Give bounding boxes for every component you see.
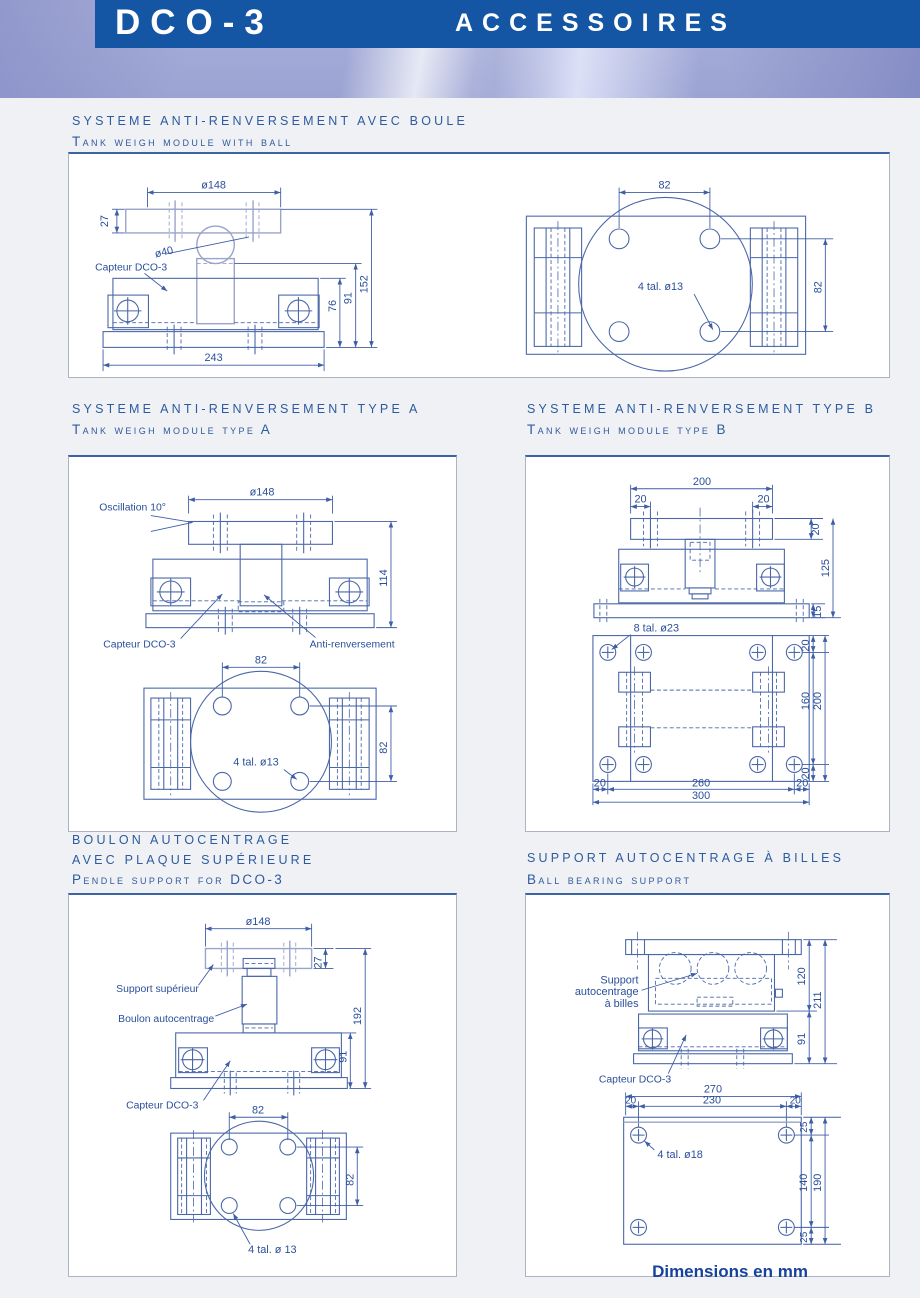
- dimension-label: ø148: [245, 915, 271, 928]
- dimension-label: 82: [378, 741, 391, 754]
- dimension-label: 27: [312, 956, 325, 969]
- holes-label: 4 tal. ø18: [657, 1148, 703, 1161]
- section3a-subtitle: Pendle support for DCO-3: [72, 872, 285, 887]
- dimension-label: 82: [251, 1104, 265, 1117]
- bbs-side-view: [575, 932, 837, 1086]
- dimension-label: 20: [625, 1095, 637, 1107]
- oscillation-label: Oscillation 10°: [99, 502, 166, 514]
- anchor-holes: [631, 1127, 795, 1235]
- page-title: ACCESSOIRES: [455, 9, 736, 37]
- dimension-label: 200: [812, 691, 825, 711]
- dimension-label: ø40: [153, 244, 175, 261]
- section3a-title-line1: BOULON AUTOCENTRAGE: [72, 833, 293, 847]
- dimension-label: 82: [254, 654, 268, 667]
- holes-label: 4 tal. ø13: [637, 281, 684, 294]
- dimension-label: 190: [812, 1173, 825, 1192]
- dimension-label: 91: [342, 292, 355, 305]
- dimension-label: 20: [800, 639, 813, 652]
- dimension-label: 27: [98, 215, 111, 228]
- part-label-support: Support supérieur: [116, 984, 199, 996]
- dimension-label: 20: [593, 777, 606, 790]
- part-label-support: [575, 974, 639, 1010]
- type-b-drawing: [526, 457, 889, 831]
- dimension-label: 20: [810, 523, 823, 536]
- section2a-title: SYSTEME ANTI-RENVERSEMENT TYPE A: [72, 402, 421, 416]
- holes-label: 4 tal. ø 13: [248, 1244, 297, 1257]
- dimension-label: 270: [703, 1083, 723, 1096]
- dimension-label: 15: [812, 605, 825, 618]
- dimension-label: 91: [337, 1050, 350, 1063]
- pendle-support-drawing: [69, 895, 456, 1276]
- type-a-drawing: [69, 457, 456, 831]
- dimension-label: 20: [789, 1095, 801, 1107]
- dimension-label: 300: [691, 790, 711, 803]
- ball-module-drawing: [69, 154, 889, 377]
- section2a-subtitle: Tank weigh module type A: [72, 422, 273, 437]
- section2b-subtitle: Tank weigh module type B: [527, 422, 728, 437]
- dimension-label: 91: [796, 1032, 809, 1045]
- dimension-label: 20: [800, 767, 813, 780]
- ball-top-view: [526, 180, 833, 372]
- svg-text:autocentrage: autocentrage: [574, 986, 639, 999]
- dimension-label: 82: [658, 179, 671, 192]
- type-a-side-view: [99, 487, 397, 651]
- part-label-sensor: Capteur DCO-3: [103, 639, 176, 651]
- dimension-label: 260: [691, 777, 711, 790]
- section3a-title-line2: AVEC PLAQUE SUPÉRIEURE: [72, 853, 315, 867]
- dimension-label: 160: [800, 691, 813, 711]
- dimension-label: 25: [799, 1231, 811, 1243]
- part-label-sensor: Capteur DCO-3: [126, 1100, 199, 1112]
- dimension-label: 125: [820, 559, 833, 578]
- dimension-label: 82: [812, 281, 825, 294]
- part-label-anti: Anti-renversement: [309, 639, 395, 651]
- panel-pendle-support: [68, 893, 457, 1277]
- panel-ball-bearing-support: [525, 893, 890, 1277]
- type-b-top-view: [593, 636, 829, 806]
- ball-bearing-drawing: [526, 895, 889, 1276]
- section2b-title: SYSTEME ANTI-RENVERSEMENT TYPE B: [527, 402, 877, 416]
- svg-text:à billes: à billes: [604, 998, 639, 1011]
- dimension-label: 76: [326, 299, 339, 312]
- dimension-label: 82: [344, 1173, 357, 1186]
- bbs-top-view: [624, 1083, 841, 1244]
- dimension-label: 200: [692, 475, 712, 488]
- type-a-top-view: [144, 654, 397, 812]
- panel-type-a: [68, 455, 457, 832]
- part-label-sensor: Capteur DCO-3: [95, 262, 168, 274]
- dimension-label: 20: [757, 493, 770, 506]
- dimension-label: 140: [798, 1173, 811, 1192]
- pendle-top-view: [171, 1104, 363, 1256]
- holes-label: 8 tal. ø23: [633, 622, 680, 635]
- part-label-sensor: Capteur DCO-3: [598, 1074, 672, 1086]
- dimension-label: ø148: [201, 179, 226, 192]
- dimension-label: 25: [799, 1121, 811, 1133]
- dimension-label: 120: [796, 967, 809, 986]
- section1-subtitle: Tank weigh module with ball: [72, 134, 293, 149]
- product-title: DCO-3: [115, 3, 274, 42]
- dimension-label: 230: [702, 1094, 722, 1107]
- panel-type-b: [525, 455, 890, 832]
- dimension-label: 243: [204, 352, 223, 365]
- ball-side-view: [95, 180, 377, 372]
- svg-text:Support: Support: [600, 974, 639, 987]
- part-label-bolt: Boulon autocentrage: [118, 1014, 215, 1025]
- dimension-label: 152: [358, 275, 371, 294]
- holes-label: 4 tal. ø13: [233, 756, 279, 769]
- dimensions-note: Dimensions en mm: [652, 1262, 808, 1281]
- dimension-label: 211: [812, 991, 825, 1009]
- pendle-side-view: [116, 916, 371, 1112]
- section3b-title: SUPPORT AUTOCENTRAGE À BILLES: [527, 851, 845, 865]
- type-b-side-view: [594, 476, 841, 650]
- section3b-subtitle: Ball bearing support: [527, 872, 692, 887]
- section1-title: SYSTEME ANTI-RENVERSEMENT AVEC BOULE: [72, 114, 469, 128]
- dimension-label: 114: [378, 569, 391, 587]
- panel-ball-module: [68, 152, 890, 378]
- dimension-label: ø148: [249, 486, 275, 499]
- dimension-label: 20: [634, 493, 647, 506]
- dimension-label: 20: [796, 777, 809, 790]
- dimension-label: 192: [352, 1006, 365, 1026]
